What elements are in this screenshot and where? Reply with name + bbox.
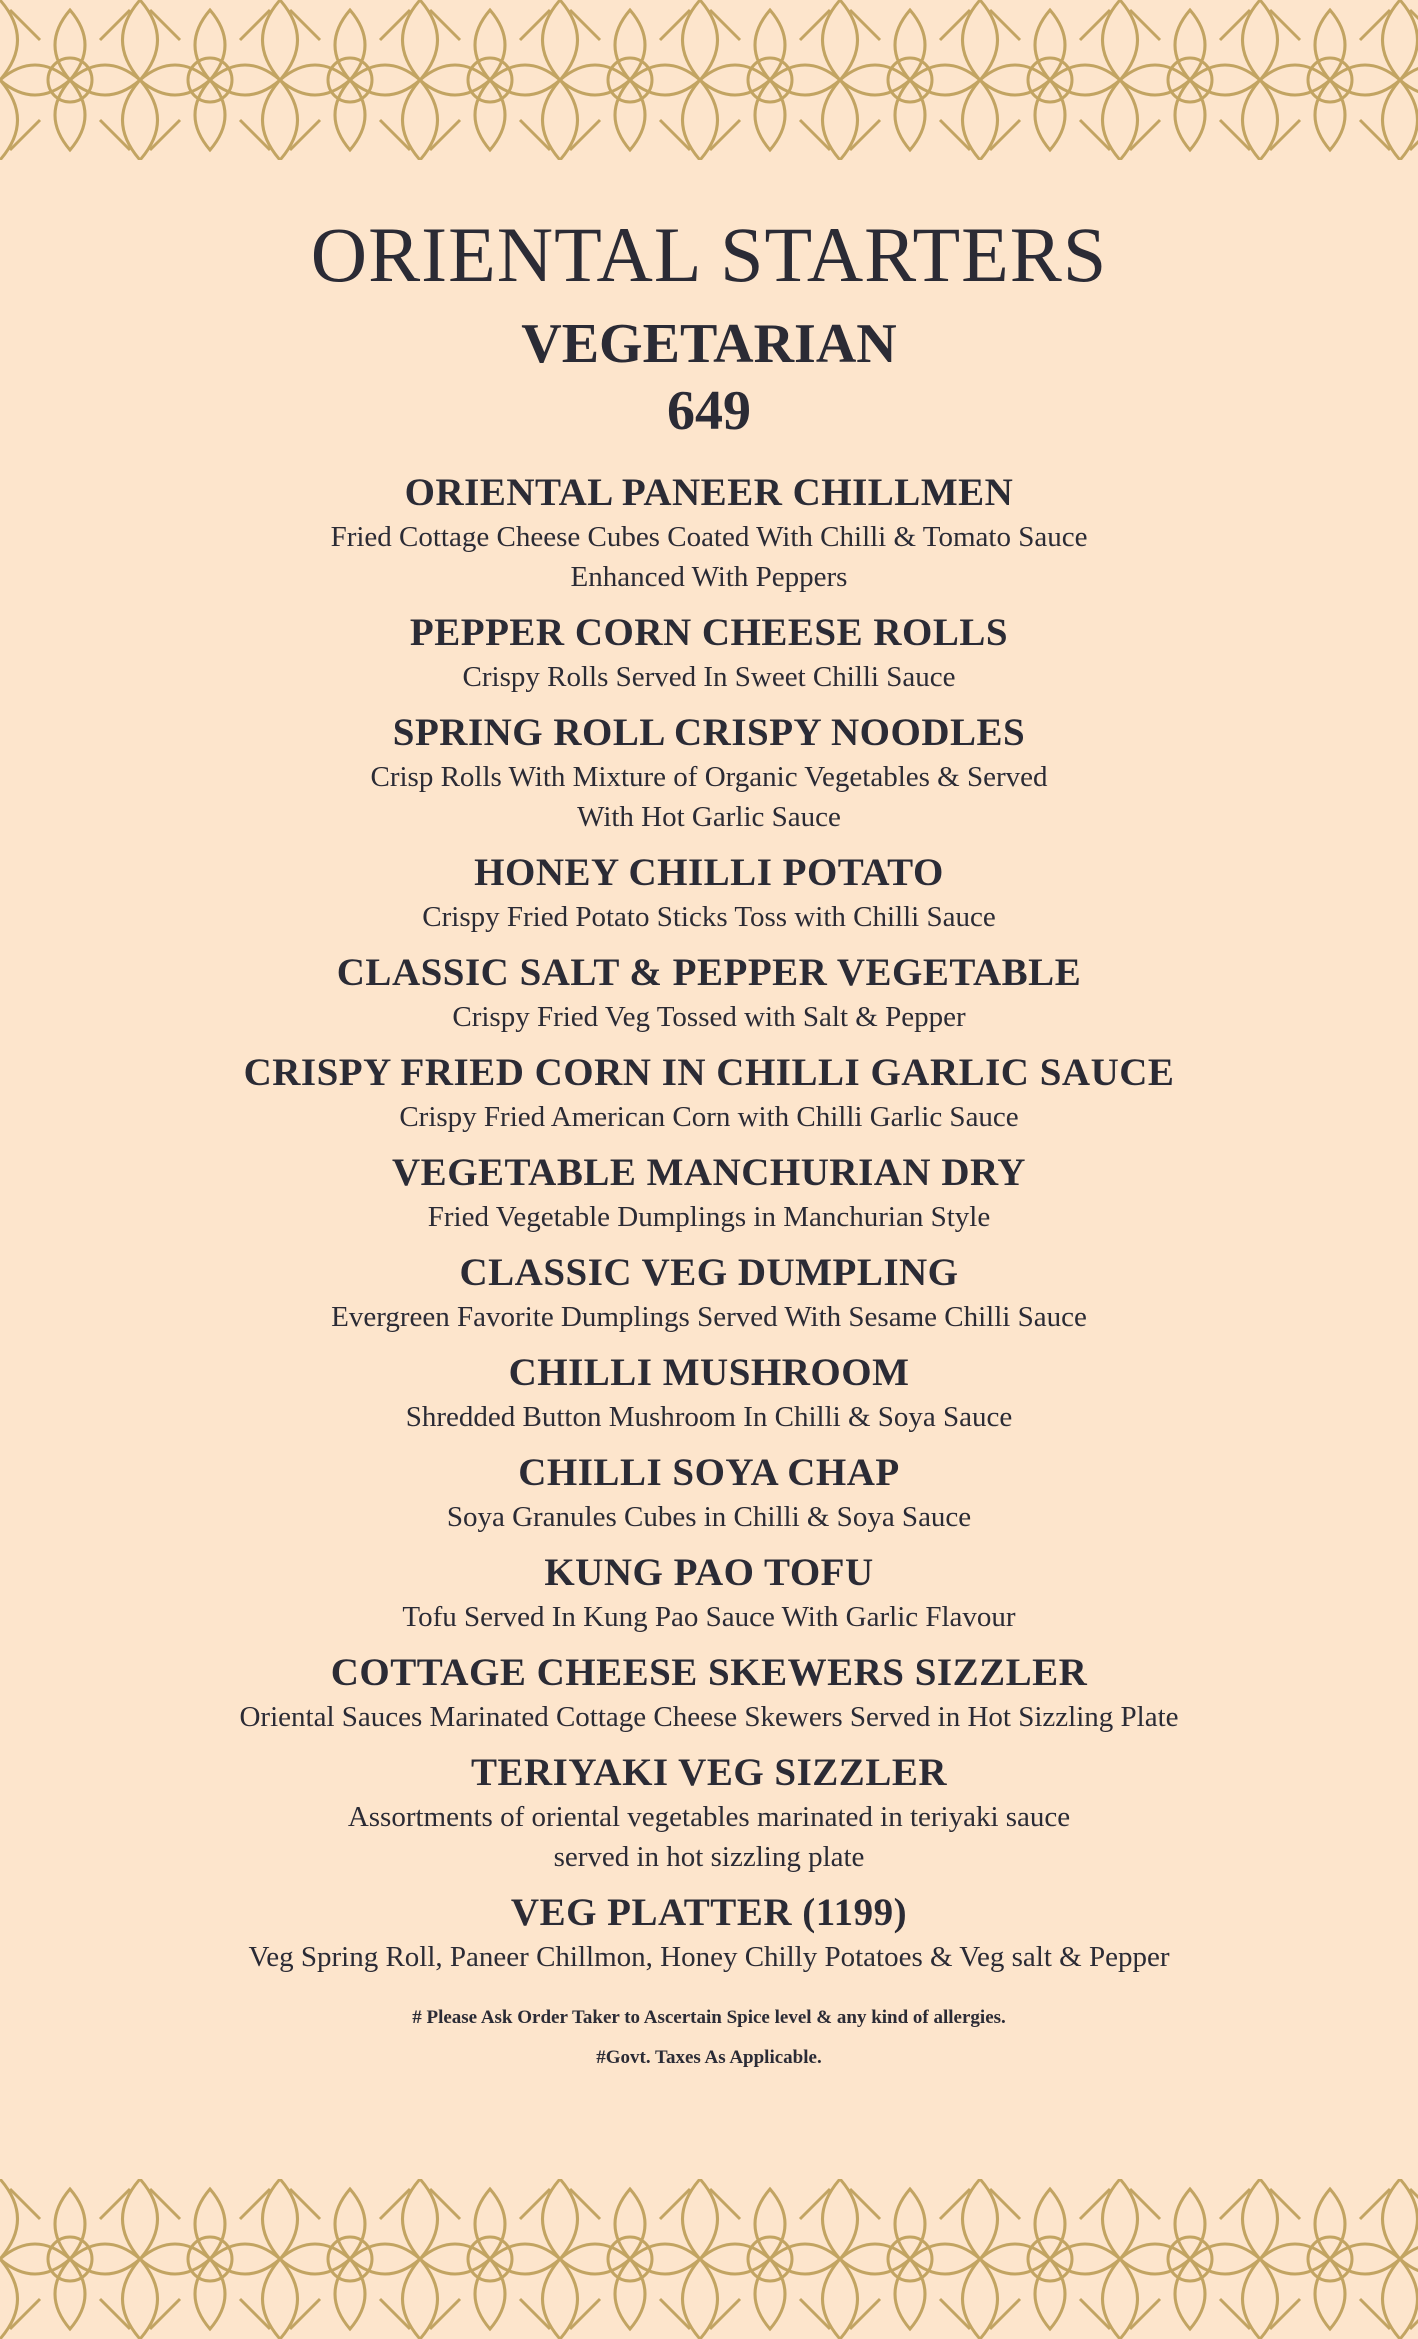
menu-item [0,1450,1418,1536]
item-name: CHILLI MUSHROOM [508,1351,910,1394]
allergy-note: # Please Ask Order Taker to Ascertain Spice level & any kind of allergies. [412,2007,1006,2028]
item-description: Crispy Fried Veg Tossed with Salt & Pepper [452,1001,966,1033]
item-description: Evergreen Favorite Dumplings Served With Sesame Chilli Sauce [331,1301,1087,1333]
menu-item [0,1050,1418,1136]
menu-subtitle: VEGETARIAN [521,313,897,375]
item-description: Fried Cottage Cheese Cubes Coated With Chilli & Tomato Sauce [330,521,1088,553]
menu-item [0,950,1418,1036]
top-ornamental-border [0,0,1418,160]
item-description: Soya Granules Cubes in Chilli & Soya Sauce [446,1501,972,1533]
item-name: COTTAGE CHEESE SKEWERS SIZZLER [330,1651,1088,1694]
item-name: TERIYAKI VEG SIZZLER [470,1751,948,1794]
item-name: ORIENTAL PANEER CHILLMEN [404,471,1014,514]
item-name: SPRING ROLL CRISPY NOODLES [392,711,1026,754]
menu-notes [0,1998,1418,2078]
lattice-pattern-top [0,0,1418,160]
item-description: Assortments of oriental vegetables marinated in teriyaki sauce [347,1801,1071,1833]
item-name: KUNG PAO TOFU [544,1551,874,1594]
menu-items-list [0,470,1418,1976]
item-name: VEGETABLE MANCHURIAN DRY [392,1151,1026,1194]
item-name: HONEY CHILLI POTATO [474,851,944,894]
menu-title: ORIENTAL STARTERS [310,211,1108,298]
item-description: Veg Spring Roll, Paneer Chillmon, Honey Chilly Potatoes & Veg salt & Pepper [248,1941,1170,1973]
item-description: Crispy Rolls Served In Sweet Chilli Sauce [462,661,956,693]
item-name: CLASSIC VEG DUMPLING [459,1251,959,1294]
menu-content [0,160,1418,2078]
menu-item [0,470,1418,596]
tax-note: #Govt. Taxes As Applicable. [596,2047,822,2068]
item-name: VEG PLATTER (1199) [510,1891,908,1934]
item-description: Fried Vegetable Dumplings in Manchurian Style [427,1201,991,1233]
item-description: Crispy Fried Potato Sticks Toss with Chilli Sauce [422,901,996,933]
menu-item [0,1550,1418,1636]
menu-item [0,850,1418,936]
item-description: served in hot sizzling plate [553,1841,865,1873]
item-description: Crispy Fried American Corn with Chilli Garlic Sauce [399,1101,1019,1133]
item-description: Shredded Button Mushroom In Chilli & Soya Sauce [405,1401,1013,1433]
menu-item [0,1150,1418,1236]
menu-item [0,1350,1418,1436]
item-name: CRISPY FRIED CORN IN CHILLI GARLIC SAUCE [243,1051,1175,1094]
lattice-pattern-bottom [0,2179,1418,2339]
item-description: Enhanced With Peppers [570,561,848,593]
item-name: CLASSIC SALT & PEPPER VEGETABLE [336,951,1082,994]
item-description: Crisp Rolls With Mixture of Organic Vegetables & Served [370,761,1048,793]
menu-item [0,1750,1418,1876]
menu-item [0,1650,1418,1736]
menu-item [0,1890,1418,1976]
menu-item [0,710,1418,836]
bottom-ornamental-border [0,2179,1418,2339]
item-description: Oriental Sauces Marinated Cottage Cheese Skewers Served in Hot Sizzling Plate [239,1701,1179,1733]
menu-item [0,610,1418,696]
item-name: PEPPER CORN CHEESE ROLLS [409,611,1009,654]
item-description: Tofu Served In Kung Pao Sauce With Garlic Flavour [402,1601,1016,1633]
menu-item [0,1250,1418,1336]
menu-price: 649 [667,380,751,442]
item-name: CHILLI SOYA CHAP [518,1451,900,1494]
item-description: With Hot Garlic Sauce [577,801,841,833]
